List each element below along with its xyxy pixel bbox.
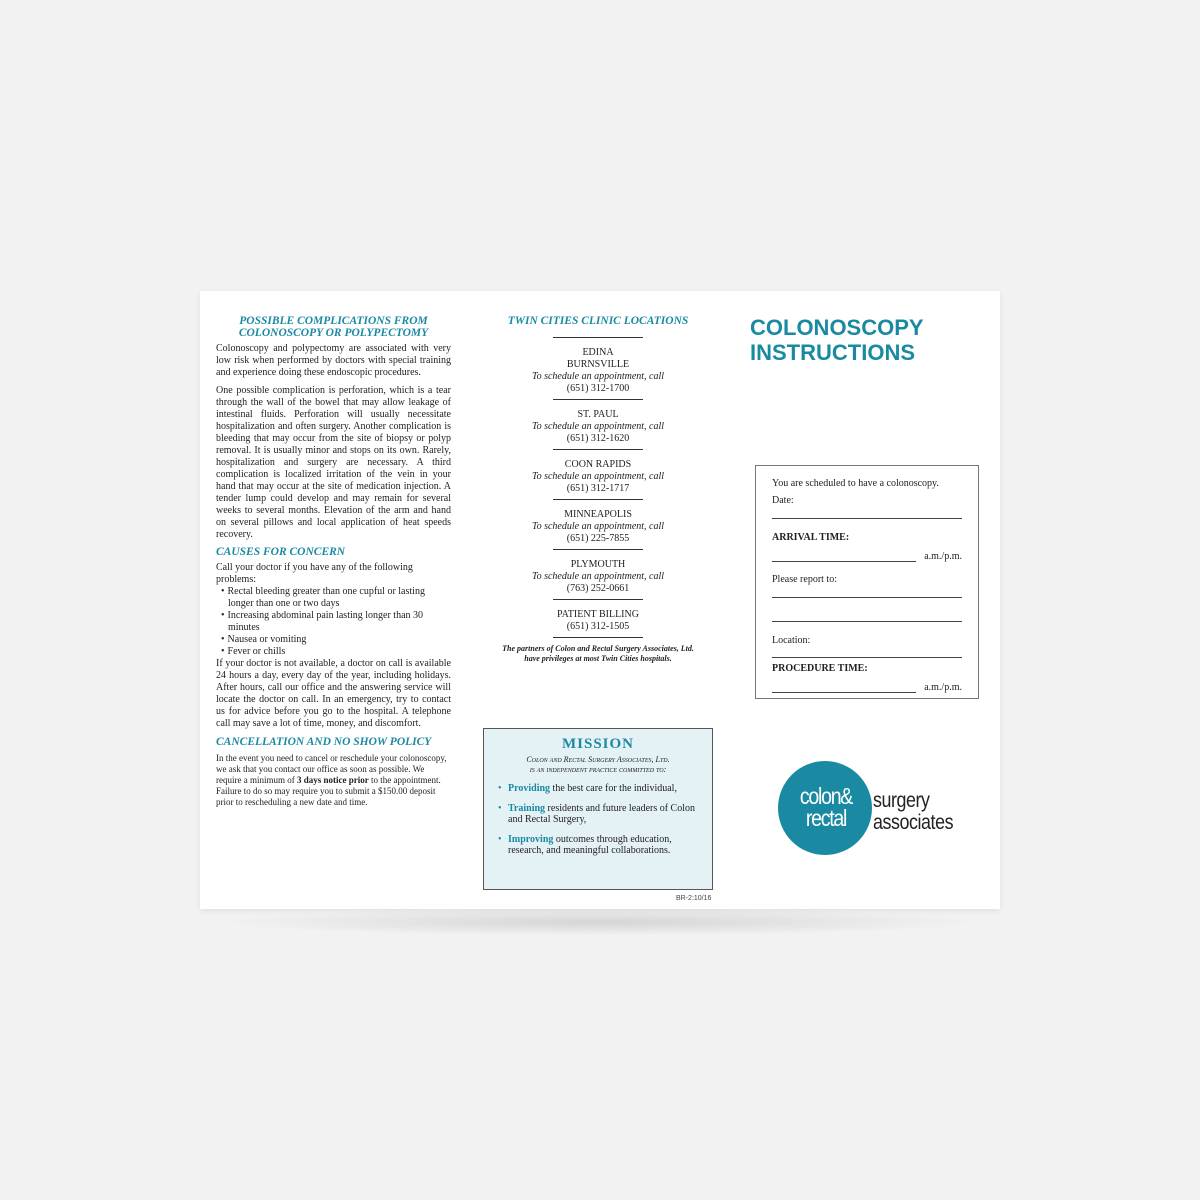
clinic-location [483, 509, 713, 545]
arrival-time-field[interactable] [772, 561, 916, 562]
title-line: COLONOSCOPY [750, 315, 924, 340]
procedure-label: PROCEDURE TIME: [772, 663, 868, 674]
divider [553, 637, 643, 638]
mission-sub-line: Colon and Rectal Surgery Associates, Ltd. [526, 755, 670, 764]
heading-line: POSSIBLE COMPLICATIONS FROM [239, 315, 428, 327]
clinic-location [483, 409, 713, 445]
billing-phone[interactable]: (651) 312-1505 [566, 621, 630, 632]
mission-text: residents and future leaders of Colon and Rectal Surgery, [508, 803, 696, 825]
arrival-label: ARRIVAL TIME: [772, 532, 850, 543]
location-label: Location: [772, 635, 811, 646]
clinic-name: COON RAPIDS [564, 459, 632, 470]
clinic-phone[interactable]: (763) 252-0661 [566, 583, 630, 594]
schedule-text: To schedule an appointment, call [531, 421, 665, 432]
list-item-text: Nausea or vomiting [227, 634, 307, 645]
page-title [750, 315, 924, 365]
form-code: BR-2:10/16 [676, 895, 712, 902]
cancellation-heading: CANCELLATION AND NO SHOW POLICY [216, 736, 432, 748]
logo-text-line: associates [873, 811, 954, 834]
mission-item [498, 834, 704, 856]
date-field[interactable] [772, 518, 962, 519]
arrival-ampm: a.m./p.m. [924, 551, 962, 562]
list-item: • Increasing abdominal pain lasting longer than 30 minutes [221, 610, 424, 633]
concern-heading: CAUSES FOR CONCERN [216, 546, 346, 558]
report-field-2[interactable] [772, 621, 962, 622]
logo-text-line: colon& [799, 783, 853, 809]
mission-text: the best care for the individual, [550, 783, 677, 794]
clinic-phone[interactable]: (651) 312-1717 [566, 483, 630, 494]
logo-circle-text [792, 785, 860, 829]
schedule-text: To schedule an appointment, call [531, 471, 665, 482]
list-item: • Nausea or vomiting [221, 634, 307, 645]
scheduled-text: You are scheduled to have a colonoscopy. [772, 478, 939, 489]
partners-line: The partners of Colon and Rectal Surgery Associates, Ltd. [502, 644, 694, 653]
mission-keyword: Providing [508, 783, 551, 794]
report-field-1[interactable] [772, 597, 962, 598]
logo-wordmark [873, 790, 953, 834]
mission-subtitle [494, 755, 702, 775]
mission-box [483, 728, 713, 890]
divider [553, 549, 643, 550]
mission-item [498, 803, 704, 825]
divider [553, 599, 643, 600]
billing [483, 609, 713, 633]
partners-line: have privileges at most Twin Cities hospitals. [524, 654, 672, 663]
logo-text-line: rectal [805, 805, 847, 831]
concern-outro: If your doctor is not available, a doctor on call is available 24 hours a day, every day of the year, including holidays. After hours, call our office and the answering service will locate the doctor on call. In an emergency, try to contact us for advice before you go to the hospital. A telephone call may save a lot of time, money, and discomfort. [216, 658, 451, 729]
list-item: • Fever or chills [221, 646, 286, 657]
clinic-phone[interactable]: (651) 312-1700 [566, 383, 630, 394]
clinic-location [483, 347, 713, 395]
mission-keyword: Training [508, 803, 546, 814]
cancellation-text [216, 753, 451, 808]
schedule-text: To schedule an appointment, call [531, 571, 665, 582]
clinic-name: BURNSVILLE [566, 359, 630, 370]
schedule-text: To schedule an appointment, call [531, 371, 665, 382]
location-field[interactable] [772, 657, 962, 658]
brochure-sheet [200, 291, 1000, 909]
title-line: INSTRUCTIONS [750, 340, 915, 365]
mission-sub-line: is an independent practice committed to: [529, 765, 667, 774]
divider [553, 399, 643, 400]
clinic-name: ST. PAUL [577, 409, 619, 420]
procedure-time-field[interactable] [772, 692, 916, 693]
page-shadow [215, 908, 985, 936]
divider [553, 499, 643, 500]
partners-note [483, 644, 713, 664]
clinic-phone[interactable]: (651) 312-1620 [566, 433, 630, 444]
clinic-name: MINNEAPOLIS [564, 509, 632, 520]
logo-circle [778, 761, 872, 855]
list-item-text: Rectal bleeding greater than one cupful or lasting longer than one or two days [227, 586, 425, 609]
cancellation-text-part: to the appointment. Failure to do so may require you to submit a $150.00 deposit prior to rescheduling a new date and time. [216, 775, 441, 807]
billing-label: PATIENT BILLING [557, 609, 639, 620]
divider [553, 449, 643, 450]
clinic-location [483, 559, 713, 595]
date-label: Date: [772, 495, 794, 506]
mission-item [498, 783, 704, 794]
appointment-form [755, 465, 979, 699]
logo-text-line: surgery [873, 789, 930, 812]
mission-keyword: Improving [508, 834, 554, 845]
bullet-icon: • [498, 803, 502, 814]
clinic-location [483, 459, 713, 495]
clinics-heading: TWIN CITIES CLINIC LOCATIONS [507, 315, 689, 327]
cancellation-bold: 3 days notice prior [296, 775, 369, 785]
procedure-ampm: a.m./p.m. [924, 682, 962, 693]
complications-heading [216, 315, 451, 339]
bullet-icon: • [498, 834, 502, 845]
bullet-icon: • [498, 783, 502, 794]
list-item-text: Fever or chills [227, 646, 286, 657]
heading-line: COLONOSCOPY OR POLYPECTOMY [238, 327, 429, 339]
report-label: Please report to: [772, 574, 837, 585]
complications-para-2: One possible complication is perforation, which is a tear through the wall of the bowel that may allow leakage of intestinal fluids. Perforation will usually necessitate hospitalization and often surgery. Another complication is bleeding that may occur from the site of biopsy or polyp removal. It is usually minor and stops on its own. Rarely, hospitalization and surgery are necessary. A third complication is localized irritation of the vein in your hand that may occur at the site of medication injection. A tender lump could develop and may remain for several weeks to several months. Elevation of the arm and hand on several pillows and local application of heat speeds recovery. [216, 385, 451, 540]
concern-intro: Call your doctor if you have any of the following problems: [216, 562, 413, 585]
clinic-name: EDINA [582, 347, 614, 358]
list-item-text: Increasing abdominal pain lasting longer than 30 minutes [227, 610, 424, 633]
clinic-name: PLYMOUTH [570, 559, 626, 570]
mission-text: outcomes through education, research, and meaningful collaborations. [508, 834, 672, 856]
left-panel [216, 315, 451, 814]
divider [553, 337, 643, 338]
cancellation-text-part: In the event you need to cancel or reschedule your colonoscopy, we ask that you contact our office as soon as possible. We require a minimum of [216, 753, 447, 785]
concern-list [216, 586, 451, 658]
list-item: • Rectal bleeding greater than one cupful or lasting longer than one or two days [221, 586, 425, 609]
middle-panel [483, 315, 713, 664]
mission-heading: MISSION [561, 736, 635, 752]
clinic-phone[interactable]: (651) 225-7855 [566, 533, 630, 544]
schedule-text: To schedule an appointment, call [531, 521, 665, 532]
complications-para-1: Colonoscopy and polypectomy are associated with very low risk when performed by doctors with special training and experience doing these endoscopic procedures. [216, 343, 451, 378]
